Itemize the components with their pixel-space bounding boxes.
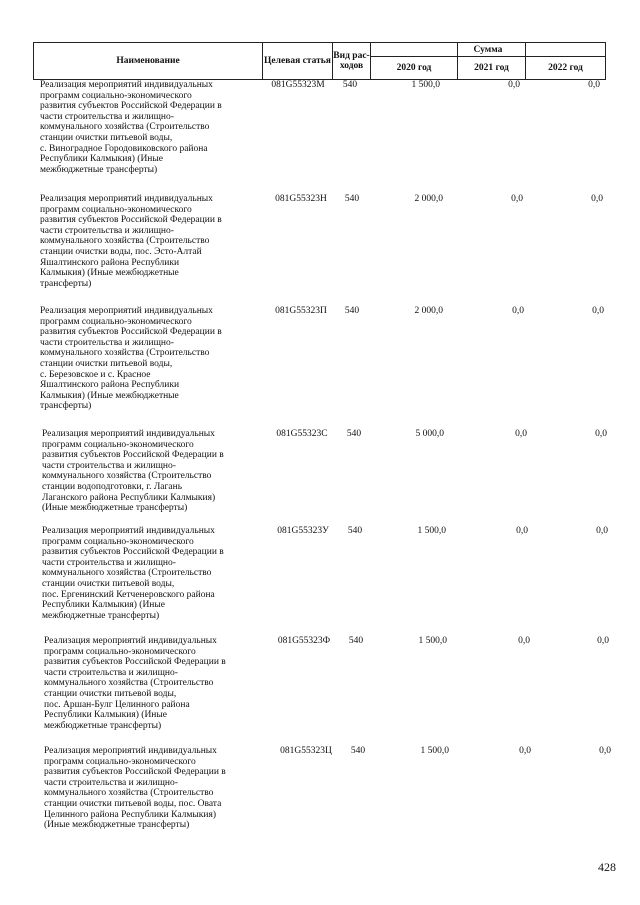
row-code: 081G55323Ц <box>280 746 332 756</box>
row-amount-2021: 0,0 <box>508 80 520 90</box>
row-amount-2022: 0,0 <box>599 746 611 756</box>
row-amount-2020: 5 000,0 <box>415 429 444 439</box>
row-amount-2020: 1 500,0 <box>420 746 449 756</box>
row-type: 540 <box>350 746 366 756</box>
header-year-2020: 2020 год <box>396 63 432 73</box>
row-type: 540 <box>346 429 362 439</box>
row-amount-2022: 0,0 <box>588 80 600 90</box>
row-name: Реализация мероприятий индивидуальных программ социально-экономического развития субъектов Российской Федерации в части строительства и жилищно- коммунального хозяйства (Строительство станции очистки питьевой воды, пос. Ергенинский Кетченеровского района Республики Калмыкия) (Иные межбюджетные трансферты) <box>42 526 224 621</box>
row-name: Реализация мероприятий индивидуальных программ социально-экономического развития субъектов Российской Федерации в части строительства и жилищно- коммунального хозяйства (Строительство станции водоподготовки, г. Лагань Лаганского района Республики Калмыкия) (Иные межбюджетные трансферты) <box>42 429 224 514</box>
row-type: 540 <box>344 306 360 316</box>
row-name: Реализация мероприятий индивидуальных программ социально-экономического развития субъектов Российской Федерации в части строительства и жилищно- коммунального хозяйства (Строительство станции очистки питьевой воды, с. Виноградное Городовиковского района Республики Калмыкия) (Иные межбюджетные трансферты) <box>40 80 222 175</box>
page-number: 428 <box>598 860 616 874</box>
row-amount-2022: 0,0 <box>595 429 607 439</box>
row-amount-2021: 0,0 <box>519 746 531 756</box>
header-target: Целевая статья <box>264 56 331 66</box>
row-amount-2022: 0,0 <box>591 194 603 204</box>
row-amount-2021: 0,0 <box>511 194 523 204</box>
header-year-2022: 2022 год <box>548 63 583 73</box>
row-amount-2021: 0,0 <box>512 306 524 316</box>
row-code: 081G55323У <box>277 526 329 536</box>
header-kind: Вид рас-ходов <box>333 51 370 71</box>
row-code: 081G55323М <box>271 80 325 90</box>
row-amount-2020: 1 500,0 <box>417 526 446 536</box>
row-type: 540 <box>344 194 360 204</box>
row-amount-2020: 2 000,0 <box>414 194 443 204</box>
row-type: 540 <box>347 526 363 536</box>
header-name: Наименование <box>116 56 180 66</box>
row-code: 081G55323Н <box>275 194 327 204</box>
row-amount-2022: 0,0 <box>597 636 609 646</box>
row-amount-2021: 0,0 <box>515 429 527 439</box>
row-code: 081G55323Ф <box>277 636 331 646</box>
row-name: Реализация мероприятий индивидуальных программ социально-экономического развития субъектов Российской Федерации в части строительства и жилищно- коммунального хозяйства (Строительство станции очистки питьевой воды, пос. Овата Целинного района Республики Калмыкия) (Иные межбюджетные трансферты) <box>44 746 226 831</box>
row-amount-2021: 0,0 <box>518 636 530 646</box>
header-year-2021: 2021 год <box>474 63 509 73</box>
row-type: 540 <box>342 80 358 90</box>
row-name: Реализация мероприятий индивидуальных программ социально-экономического развития субъектов Российской Федерации в части строительства и жилищно- коммунального хозяйства (Строительство станции очистки воды, пос. Эсто-Алтай Яшалтинского района Республики Калмыкия) (Иные межбюджетные трансферты) <box>40 194 222 289</box>
row-amount-2020: 1 500,0 <box>418 636 447 646</box>
row-name: Реализация мероприятий индивидуальных программ социально-экономического развития субъектов Российской Федерации в части строительства и жилищно- коммунального хозяйства (Строительство станции очистки питьевой воды, пос. Аршан-Булг Целинного района Республики Калмыкия) (Иные межбюджетные трансферты) <box>44 636 226 731</box>
row-amount-2020: 1 500,0 <box>411 80 440 90</box>
row-amount-2022: 0,0 <box>592 306 604 316</box>
row-code: 081G55323С <box>276 429 328 439</box>
row-amount-2021: 0,0 <box>516 526 528 536</box>
row-name: Реализация мероприятий индивидуальных программ социально-экономического развития субъектов Российской Федерации в части строительства и жилищно- коммунального хозяйства (Строительство станции очистки питьевой воды, с. Березовское и с. Красное Яшалтинского района Республики Калмыкия) (Иные межбюджетные трансферты) <box>40 306 222 412</box>
table-header <box>33 42 606 80</box>
row-type: 540 <box>348 636 364 646</box>
row-amount-2022: 0,0 <box>596 526 608 536</box>
row-code: 081G55323П <box>275 306 327 316</box>
header-sum: Сумма <box>473 44 503 55</box>
row-amount-2020: 2 000,0 <box>414 306 443 316</box>
